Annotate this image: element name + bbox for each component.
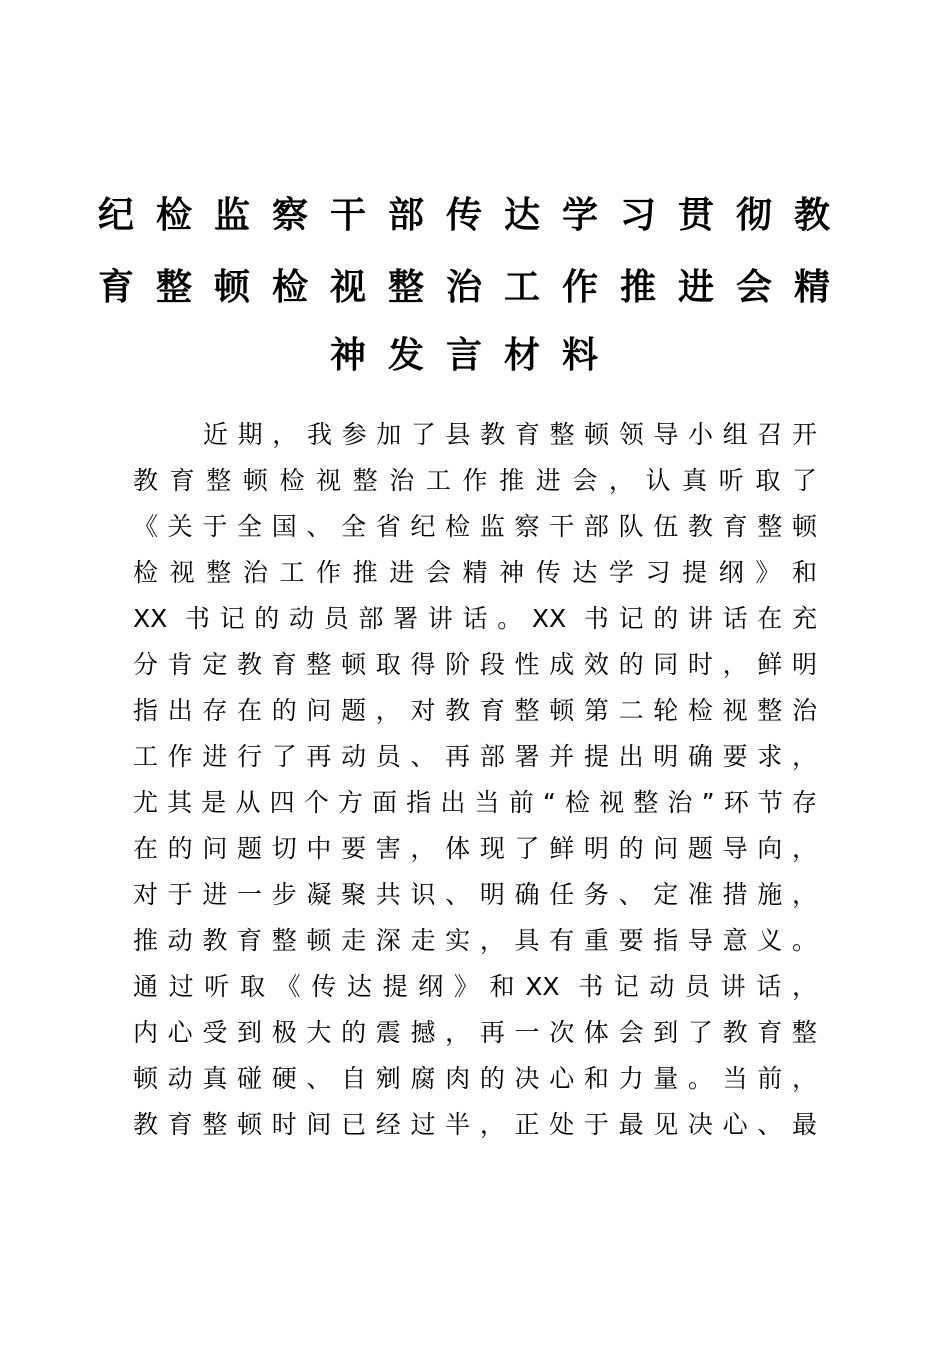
body-paragraph-line: 教育整顿时间已经过半，正处于最见决心、最 (133, 1110, 817, 1139)
body-paragraph-line: 在的问题切中要害，体现了鲜明的问题导向， (133, 834, 817, 863)
body-paragraph-line: 尤其是从四个方面指出当前“检视整治”环节存 (133, 788, 817, 817)
body-paragraph-line: 近期，我参加了县教育整顿领导小组召开 (203, 420, 817, 449)
body-paragraph-line: 内心受到极大的震撼，再一次体会到了教育整 (133, 1018, 817, 1047)
body-paragraph-line: 对于进一步凝聚共识、明确任务、定准措施， (133, 880, 817, 909)
body-paragraph-line: 顿动真碰硬、自剜腐肉的决心和力量。当前， (133, 1064, 817, 1093)
body-paragraph-line: 分肯定教育整顿取得阶段性成效的同时，鲜明 (133, 650, 817, 679)
body-paragraph-line: XX 书记的动员部署讲话。XX 书记的讲话在充 (133, 604, 817, 633)
body-paragraph-line: 工作进行了再动员、再部署并提出明确要求， (133, 742, 817, 771)
body-paragraph-line: 教育整顿检视整治工作推进会，认真听取了 (133, 466, 817, 495)
document-title-line-3: 神发言材料 (329, 335, 620, 376)
body-paragraph-line: 推动教育整顿走深走实，具有重要指导意义。 (133, 926, 817, 955)
body-paragraph-line: 《关于全国、全省纪检监察干部队伍教育整顿 (133, 512, 817, 541)
body-paragraph-line: 指出存在的问题，对教育整顿第二轮检视整治 (133, 696, 817, 725)
body-paragraph-line: 检视整治工作推进会精神传达学习提纲》和 (133, 558, 817, 587)
document-title-line-2: 育整顿检视整治工作推进会精 (97, 267, 852, 308)
document-title-line-1: 纪检监察干部传达学习贯彻教 (97, 195, 852, 236)
body-paragraph-line: 通过听取《传达提纲》和XX 书记动员讲话， (133, 972, 817, 1001)
